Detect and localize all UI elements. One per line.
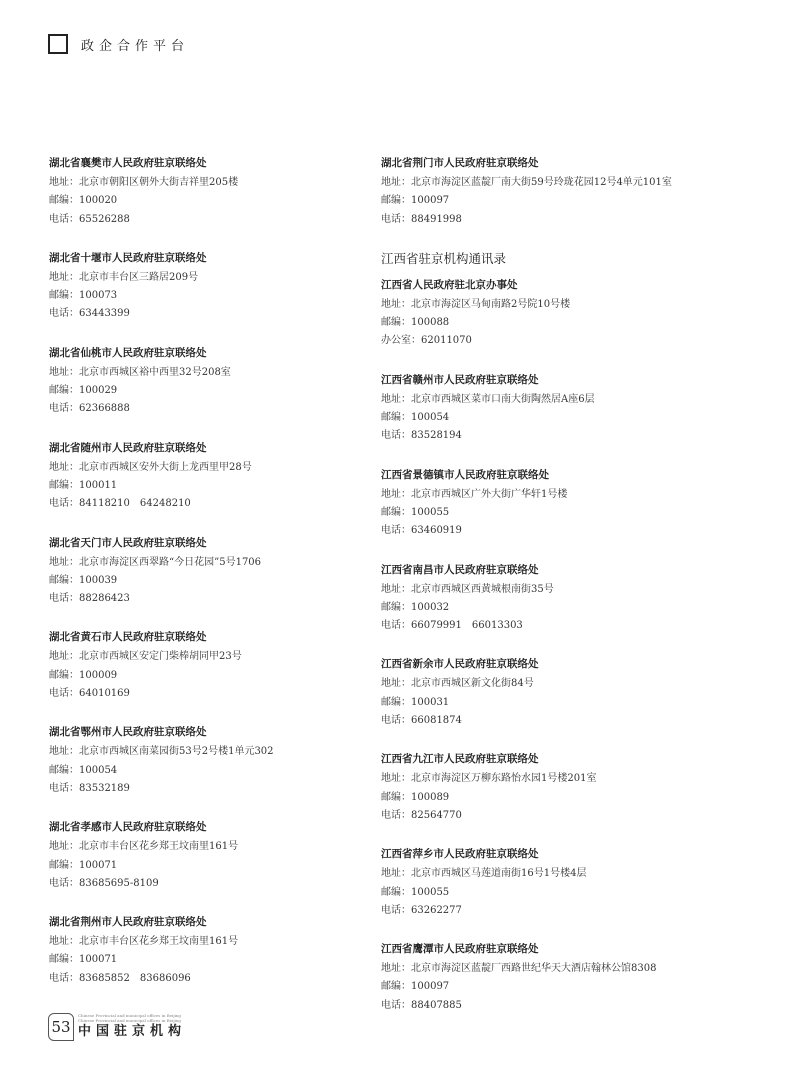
footer-title: 中国驻京机构 — [78, 1024, 187, 1039]
entry-address: 地址：北京市海淀区蓝靛厂南大街59号玲珑花园12号4单元101室 — [381, 177, 672, 188]
contact-entry — [381, 372, 711, 446]
entry-phone: 电话：83528194 — [381, 430, 462, 442]
entry-name: 湖北省荆州市人民政府驻京联络处 — [49, 916, 207, 929]
entry-name: 江西省赣州市人民政府驻京联络处 — [381, 373, 539, 386]
entry-name: 湖北省荆门市人民政府驻京联络处 — [381, 157, 539, 169]
entry-name: 湖北省襄樊市人民政府驻京联络处 — [49, 157, 207, 169]
contact-entry — [49, 345, 379, 419]
entry-address: 地址：北京市西城区马莲道南街16号1号楼4层 — [381, 868, 587, 880]
entry-name: 江西省萍乡市人民政府驻京联络处 — [381, 848, 539, 861]
right-column — [381, 155, 711, 1036]
footer-text — [78, 1013, 186, 1041]
section-title: 江西省驻京机构通讯录 — [381, 250, 507, 266]
contact-entry — [49, 724, 379, 798]
contact-entry — [49, 914, 379, 988]
footer-subtitle-en: Chinese Provincial and municipal offices in Beijing — [78, 1018, 181, 1023]
entry-name: 江西省新余市人民政府驻京联络处 — [381, 658, 539, 671]
contact-entry — [381, 656, 711, 730]
contact-entry — [49, 819, 379, 893]
contact-entry — [381, 277, 711, 351]
entry-postcode: 邮编：100071 — [49, 859, 118, 871]
entry-address: 地址：北京市西城区裕中西里32号208室 — [49, 366, 231, 378]
contact-entry — [49, 250, 379, 324]
entry-phone: 电话：88491998 — [381, 213, 462, 225]
entry-name: 江西省人民政府驻北京办事处 — [381, 278, 518, 291]
entry-postcode: 邮编：100029 — [49, 385, 118, 397]
entry-phone: 电话：83532189 — [49, 782, 130, 794]
entry-postcode: 邮编：100039 — [49, 574, 118, 586]
contact-entry — [49, 535, 379, 609]
entry-phone: 电话：83685852 83686096 — [49, 972, 191, 984]
header-square-icon — [48, 34, 68, 54]
entry-phone: 电话：66079991 66013303 — [381, 620, 523, 632]
entry-postcode: 邮编：100011 — [49, 479, 118, 491]
entry-phone: 电话：65526288 — [49, 213, 130, 225]
entry-address: 地址：北京市西城区西黄城根南街35号 — [381, 583, 554, 595]
entry-postcode: 邮编：100055 — [381, 886, 450, 898]
entry-name: 江西省南昌市人民政府驻京联络处 — [381, 563, 539, 576]
entry-postcode: 邮编：100088 — [381, 317, 450, 329]
entry-name: 江西省九江市人民政府驻京联络处 — [381, 753, 539, 766]
entry-phone: 电话：88407885 — [381, 999, 462, 1011]
contact-entry — [381, 467, 711, 541]
contact-entry — [381, 751, 711, 825]
entry-name: 湖北省鄂州市人民政府驻京联络处 — [49, 726, 207, 739]
entry-name: 湖北省孝感市人民政府驻京联络处 — [49, 821, 207, 834]
contact-entry — [49, 629, 379, 703]
entry-address: 地址：北京市西城区安外大街上龙西里甲28号 — [49, 461, 252, 473]
entry-address: 地址：北京市朝阳区朝外大街吉祥里205楼 — [49, 177, 239, 188]
contact-entry — [381, 155, 711, 229]
page-header — [48, 34, 189, 54]
entry-name: 江西省鹰潭市人民政府驻京联络处 — [381, 943, 539, 956]
entry-address: 地址：北京市西城区安定门柴棒胡同甲23号 — [49, 651, 242, 663]
entry-address: 地址：北京市丰台区花乡郑王坟南里161号 — [49, 841, 239, 853]
entry-address: 地址：北京市丰台区花乡郑王坟南里161号 — [49, 936, 239, 948]
entry-phone: 电话：83685695-8109 — [49, 877, 159, 889]
contact-entry — [49, 440, 379, 514]
entry-phone: 电话：63262277 — [381, 904, 462, 916]
entry-name: 湖北省仙桃市人民政府驻京联络处 — [49, 346, 207, 359]
contact-entry — [381, 846, 711, 920]
entry-name: 湖北省天门市人民政府驻京联络处 — [49, 536, 207, 549]
entry-address: 地址：北京市西城区菜市口南大街陶然居A座6层 — [381, 393, 595, 405]
entry-name: 江西省景德镇市人民政府驻京联络处 — [381, 468, 549, 481]
entry-postcode: 邮编：100009 — [49, 669, 118, 681]
header-title: 政企合作平台 — [81, 38, 190, 54]
left-column — [49, 155, 379, 1009]
entry-address: 地址：北京市丰台区三路居209号 — [49, 271, 199, 283]
entry-address: 地址：北京市海淀区万柳东路怡水园1号楼201室 — [381, 773, 597, 785]
entry-address: 地址：北京市西城区广外大街广华轩1号楼 — [381, 488, 568, 500]
entry-phone: 电话：84118210 64248210 — [49, 498, 191, 510]
entry-postcode: 邮编：100031 — [381, 696, 450, 708]
entry-postcode: 邮编：100054 — [381, 412, 450, 424]
entry-address: 地址：北京市西城区新文化街84号 — [381, 678, 534, 690]
entry-phone: 电话：82564770 — [381, 809, 462, 821]
entry-postcode: 邮编：100097 — [381, 981, 450, 993]
entry-postcode: 邮编：100089 — [381, 791, 450, 803]
entry-postcode: 邮编：100055 — [381, 506, 450, 518]
contact-entry — [381, 562, 711, 636]
entry-phone: 电话：63443399 — [49, 308, 130, 320]
entry-postcode: 邮编：100054 — [49, 764, 118, 776]
entry-phone: 电话：62366888 — [49, 403, 130, 415]
entry-address: 地址：北京市海淀区西翠路“今日花园”5号1706 — [49, 556, 262, 568]
entry-phone: 电话：66081874 — [381, 715, 462, 727]
contact-entry — [49, 155, 379, 229]
entry-postcode: 邮编：100020 — [49, 195, 118, 207]
contact-entry — [381, 941, 711, 1015]
entry-address: 地址：北京市海淀区马甸南路2号院10号楼 — [381, 298, 571, 310]
entry-name: 湖北省随州市人民政府驻京联络处 — [49, 441, 207, 454]
page-footer — [48, 1013, 186, 1041]
entry-postcode: 邮编：100097 — [381, 195, 450, 207]
footer-subtitle-en: Chinese Provincial and municipal offices in Beijing — [78, 1013, 181, 1018]
entry-postcode: 邮编：100071 — [49, 954, 118, 966]
entry-postcode: 邮编：100073 — [49, 290, 118, 302]
page-number: 53 — [48, 1013, 74, 1041]
entry-phone: 电话：63460919 — [381, 525, 462, 537]
entry-name: 湖北省黄石市人民政府驻京联络处 — [49, 631, 207, 644]
entry-phone: 办公室：62011070 — [381, 335, 472, 347]
entry-name: 湖北省十堰市人民政府驻京联络处 — [49, 251, 207, 264]
entry-postcode: 邮编：100032 — [381, 601, 450, 613]
entry-address: 地址：北京市海淀区蓝靛厂西路世纪华天大酒店翰林公馆8308 — [381, 963, 657, 975]
entry-phone: 电话：88286423 — [49, 593, 130, 605]
entry-phone: 电话：64010169 — [49, 688, 130, 700]
entry-address: 地址：北京市西城区南菜园街53号2号楼1单元302 — [49, 746, 274, 758]
